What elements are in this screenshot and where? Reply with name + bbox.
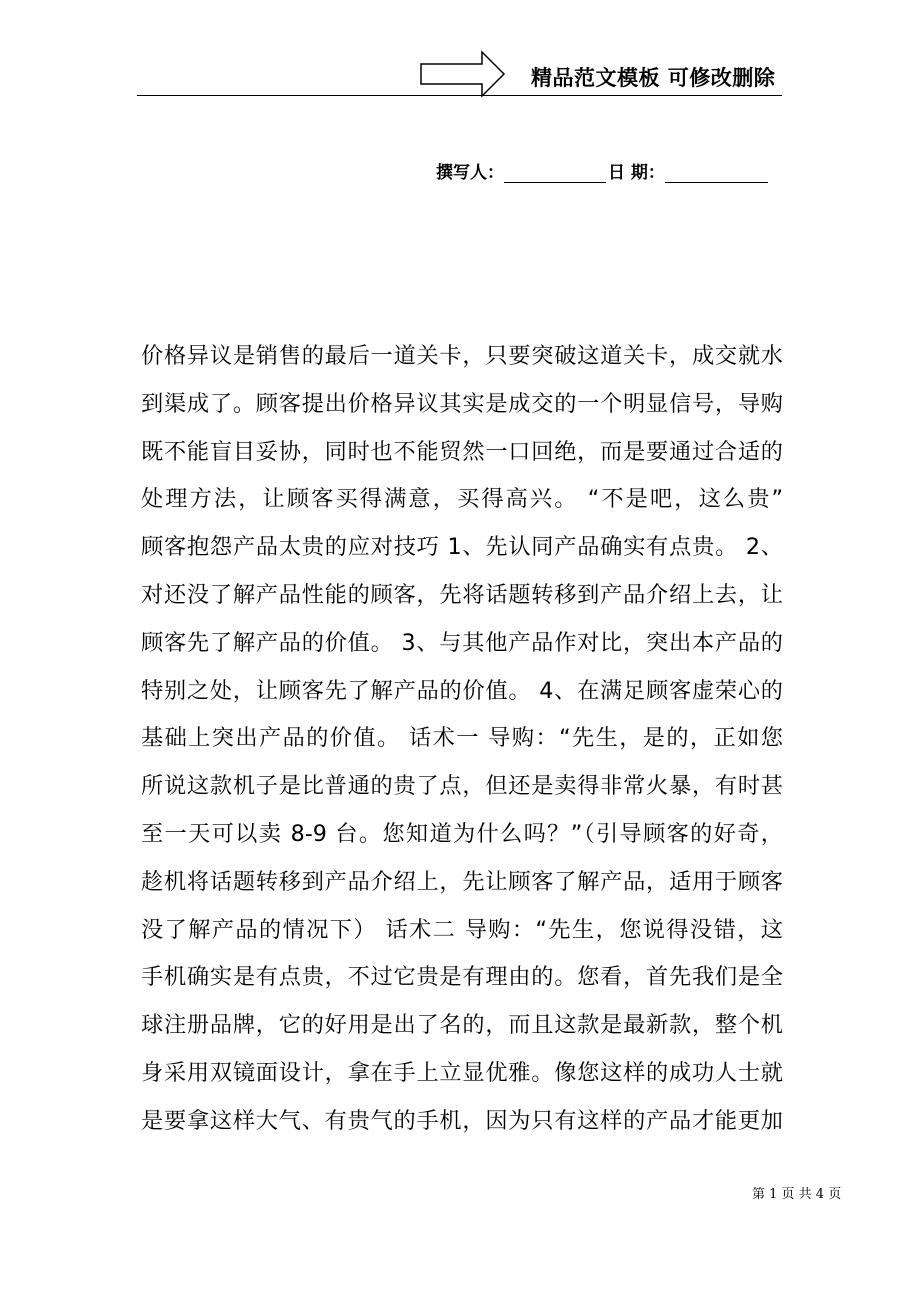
body-line: 特别之处，让顾客先了解产品的价值。 4、在满足顾客虚荣心的 xyxy=(141,677,783,704)
body-line: 是要拿这样大气、有贵气的手机，因为只有这样的产品才能更加 xyxy=(141,1107,783,1134)
body-line: 至一天可以卖 8-9 台。您知道为什么吗？”（引导顾客的好奇， xyxy=(141,820,783,847)
arrow-icon xyxy=(420,50,506,98)
body-paragraph xyxy=(141,333,783,1146)
author-date-line xyxy=(436,158,768,183)
body-line: 价格异议是销售的最后一道关卡，只要突破这道关卡，成交就水 xyxy=(141,343,783,369)
body-line: 顾客抱怨产品太贵的应对技巧 1、先认同产品确实有点贵。 2、 xyxy=(141,534,783,561)
date-blank xyxy=(665,162,768,183)
body-line: 基础上突出产品的价值。 话术一 导购：“先生，是的，正如您 xyxy=(141,725,783,752)
body-line: 处理方法，让顾客买得满意，买得高兴。 “不是吧，这么贵” xyxy=(141,486,783,513)
body-line: 所说这款机子是比普通的贵了点，但还是卖得非常火暴，有时甚 xyxy=(141,773,783,800)
body-line: 趁机将话题转移到产品介绍上，先让顾客了解产品，适用于顾客 xyxy=(141,868,783,895)
page-number: 第 1 页 共 4 页 xyxy=(752,1187,842,1202)
body-line: 身采用双镜面设计，拿在手上立显优雅。像您这样的成功人士就 xyxy=(141,1059,783,1086)
body-line: 没了解产品的情况下） 话术二 导购：“先生，您说得没错，这 xyxy=(141,916,783,943)
body-line: 顾客先了解产品的价值。 3、与其他产品作对比，突出本产品的 xyxy=(141,629,783,656)
header-divider xyxy=(137,95,782,96)
body-line: 到渠成了。顾客提出价格异议其实是成交的一个明显信号，导购 xyxy=(141,390,783,417)
author-label: 撰写人： xyxy=(436,163,504,183)
body-line: 对还没了解产品性能的顾客，先将话题转移到产品介绍上去，让 xyxy=(141,581,783,608)
body-line: 手机确实是有点贵，不过它贵是有理由的。您看，首先我们是全 xyxy=(141,964,783,991)
body-line: 既不能盲目妥协，同时也不能贸然一口回绝，而是要通过合适的 xyxy=(141,438,783,465)
author-blank xyxy=(504,162,606,183)
body-line: 球注册品牌，它的好用是出了名的，而且这款是最新款，整个机 xyxy=(141,1012,783,1039)
date-label: 日 期： xyxy=(608,163,665,183)
header-title: 精品范文模板 可修改删除 xyxy=(531,66,776,90)
